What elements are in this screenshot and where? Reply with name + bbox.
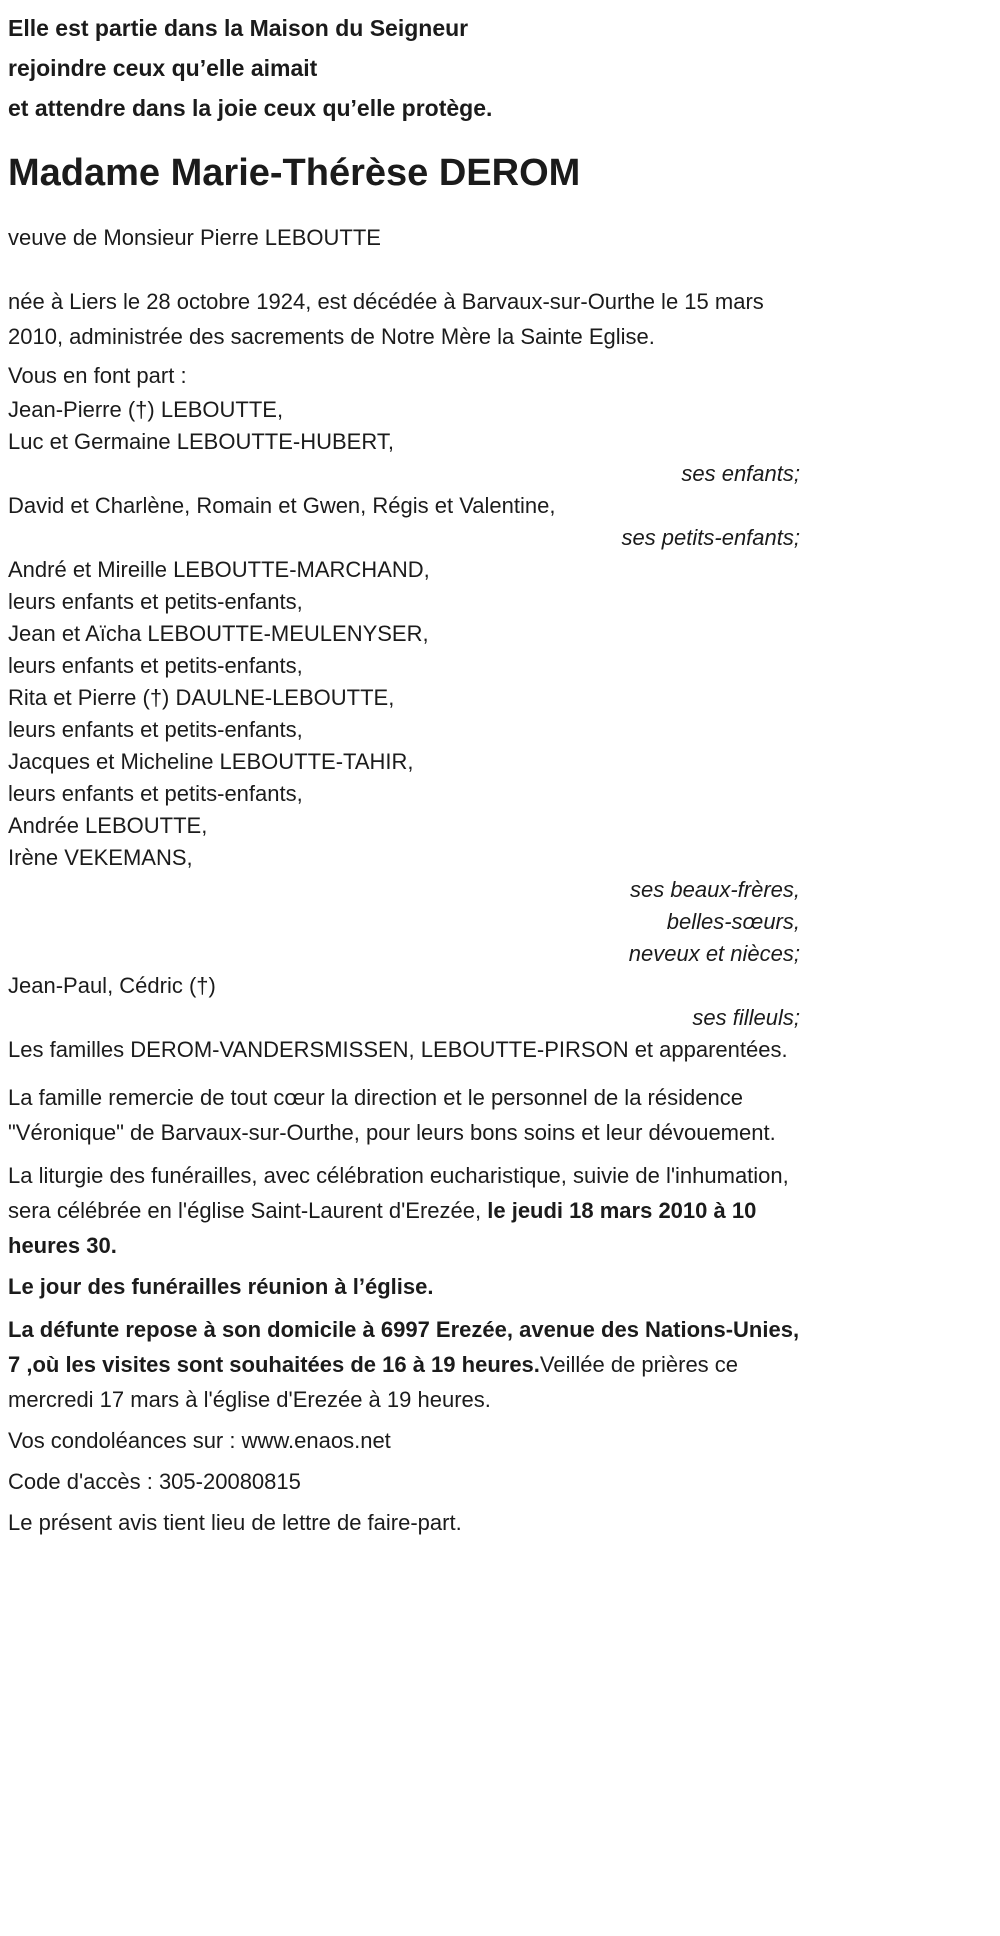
mourner-line: Jean et Aïcha LEBOUTTE-MEULENYSER, xyxy=(8,621,429,646)
deceased-biography: née à Liers le 28 octobre 1924, est décédée à Barvaux-sur-Ourthe le 15 mars 2010, administrée des sacrements de Notre Mère la Sainte Eglise. xyxy=(8,289,764,349)
thanks-paragraph: La famille remercie de tout cœur la direction et le personnel de la résidence "Véronique" de Barvaux-sur-Ourthe, pour leurs bons soins et leur dévouement. xyxy=(8,1085,776,1145)
epigraph-line-1: Elle est partie dans la Maison du Seigneur xyxy=(8,15,469,41)
announcement-intro: Vous en font part : xyxy=(8,363,187,388)
families-line: Les familles DEROM-VANDERSMISSEN, LEBOUTTE-PIRSON et apparentées. xyxy=(8,1037,788,1062)
mourner-line: leurs enfants et petits-enfants, xyxy=(8,781,303,806)
mourner-line: Rita et Pierre (†) DAULNE-LEBOUTTE, xyxy=(8,685,395,710)
footer-notice: Le présent avis tient lieu de lettre de faire-part. xyxy=(8,1510,462,1535)
mourner-line: leurs enfants et petits-enfants, xyxy=(8,653,303,678)
epigraph-line-3: et attendre dans la joie ceux qu’elle protège. xyxy=(8,95,493,121)
mourner-line: Luc et Germaine LEBOUTTE-HUBERT, xyxy=(8,429,394,454)
vigil-text: Veillée de prières ce mercredi 17 mars à l'église d'Erezée à 19 heures. xyxy=(8,1352,739,1412)
repose-paragraph xyxy=(8,1312,800,1417)
epigraph xyxy=(8,8,800,128)
mourners-section xyxy=(8,394,800,1066)
deceased-subtitle: veuve de Monsieur Pierre LEBOUTTE xyxy=(8,225,381,250)
liturgy-datetime: le jeudi 18 mars 2010 à 10 heures 30. xyxy=(8,1198,757,1258)
relation-label-godsons: ses filleuls; xyxy=(692,1005,800,1030)
relation-label-inlaws: ses beaux-frères, xyxy=(630,877,800,902)
relation-label-inlaws: belles-sœurs, xyxy=(666,909,800,934)
mourner-line: leurs enfants et petits-enfants, xyxy=(8,589,303,614)
repose-bold-text: La défunte repose à son domicile à 6997 Erezée, avenue des Nations-Unies, 7 ,où les visites sont souhaitées de 16 à 19 heures. xyxy=(8,1317,800,1377)
epigraph-line-2: rejoindre ceux qu’elle aimait xyxy=(8,55,318,81)
mourner-line: Jean-Paul, Cédric (†) xyxy=(8,973,216,998)
mourner-line: leurs enfants et petits-enfants, xyxy=(8,717,303,742)
mourner-line: Jean-Pierre (†) LEBOUTTE, xyxy=(8,397,284,422)
mourner-line: Andrée LEBOUTTE, xyxy=(8,813,208,838)
liturgy-text: La liturgie des funérailles, avec célébration eucharistique, suivie de l'inhumation, sera célébrée en l'église Saint-Laurent d'Erezée, xyxy=(8,1163,789,1223)
relation-label-children: ses enfants; xyxy=(681,461,800,486)
relation-label-grandchildren: ses petits-enfants; xyxy=(621,525,800,550)
deceased-name: Madame Marie-Thérèse DEROM xyxy=(8,152,581,194)
relation-label-inlaws: neveux et nièces; xyxy=(628,941,800,966)
mourner-line: Jacques et Micheline LEBOUTTE-TAHIR, xyxy=(8,749,414,774)
mourner-line: David et Charlène, Romain et Gwen, Régis et Valentine, xyxy=(8,493,556,518)
mourner-line: André et Mireille LEBOUTTE-MARCHAND, xyxy=(8,557,430,582)
liturgy-paragraph xyxy=(8,1158,800,1263)
access-code-line: Code d'accès : 305-20080815 xyxy=(8,1469,301,1494)
reunion-line: Le jour des funérailles réunion à l’église. xyxy=(8,1274,434,1299)
mourner-line: Irène VEKEMANS, xyxy=(8,845,193,870)
condolences-line: Vos condoléances sur : www.enaos.net xyxy=(8,1428,391,1453)
